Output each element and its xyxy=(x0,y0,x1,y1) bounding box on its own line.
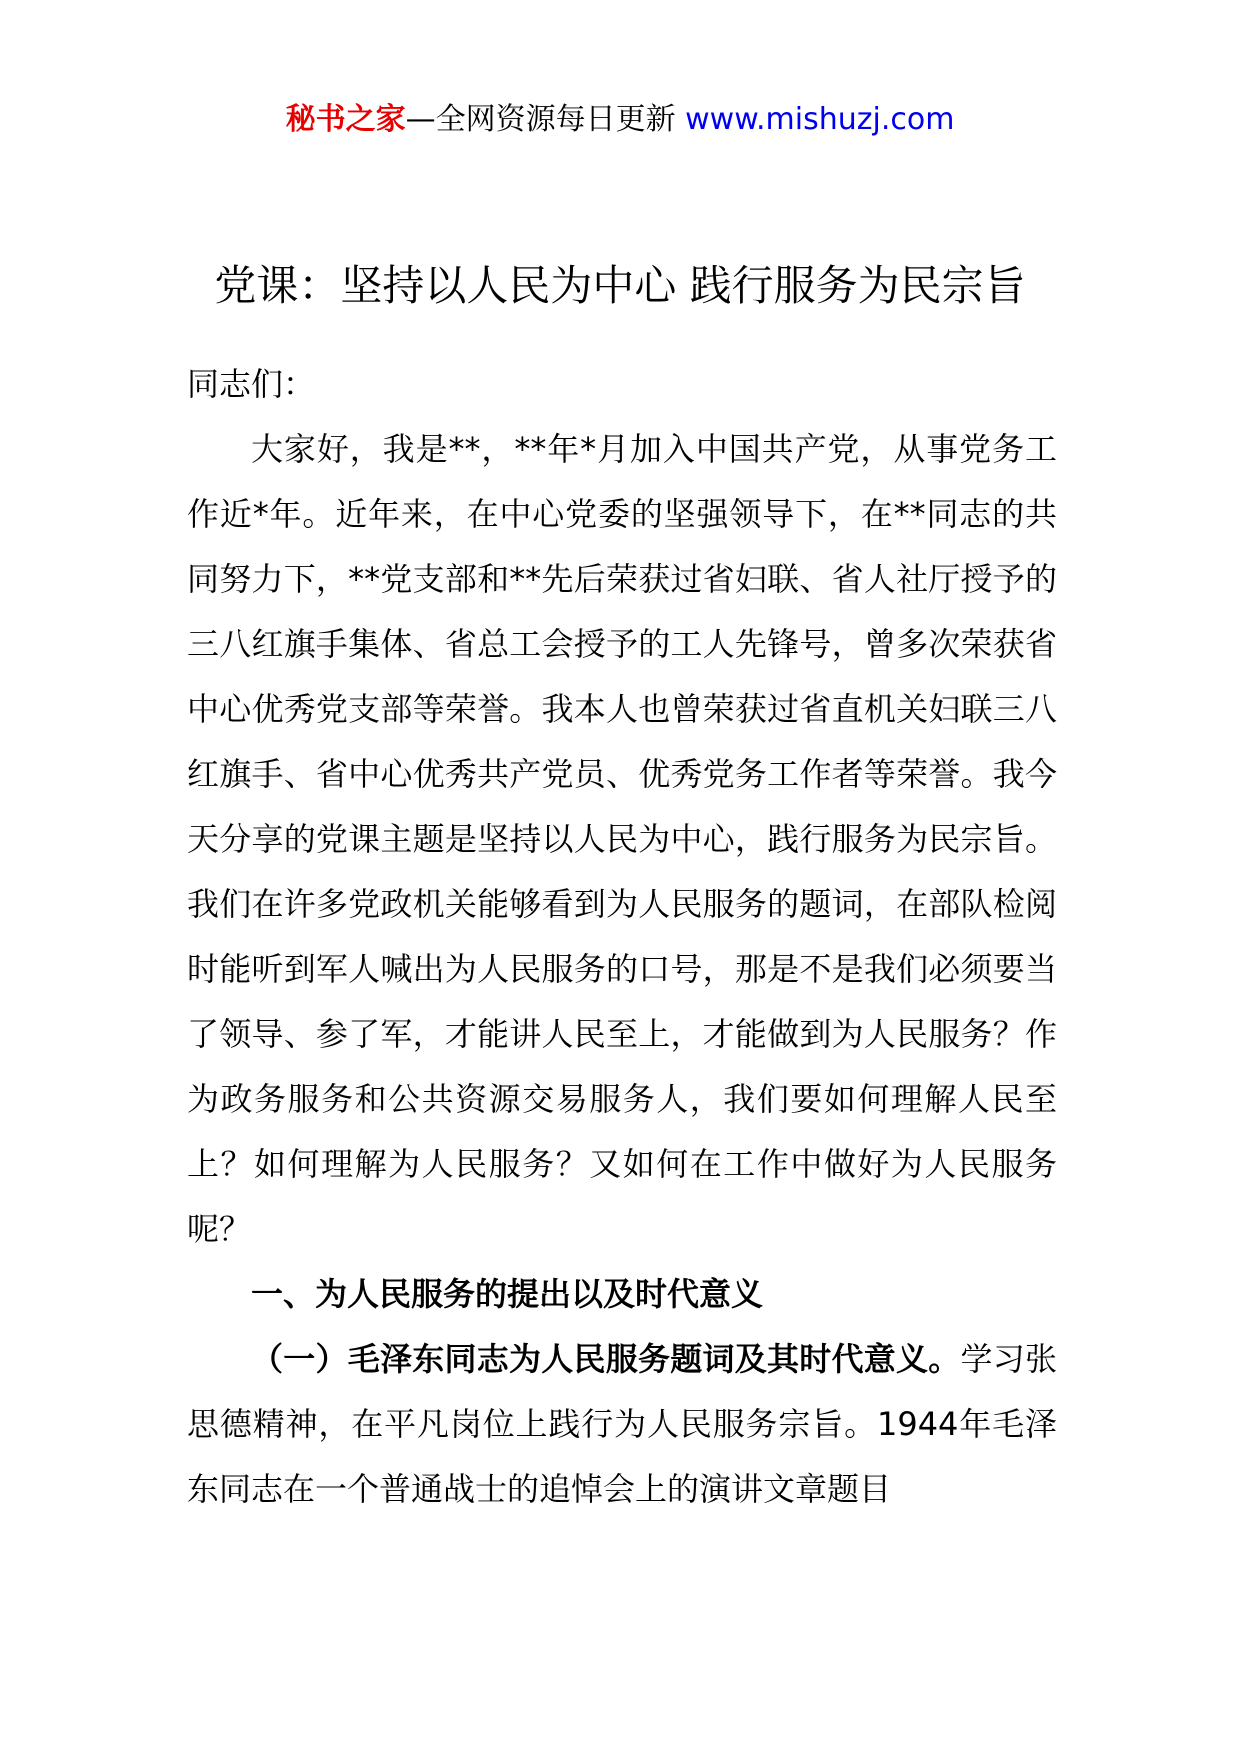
subsection-heading: （一）毛泽东同志为人民服务题词及其时代意义。 xyxy=(251,1340,961,1378)
brand-name: 秘书之家 xyxy=(285,102,406,137)
document-body xyxy=(187,352,1057,1522)
subsection-paragraph xyxy=(187,1327,1057,1522)
document-title: 党课：坚持以人民为中心 践行服务为民宗旨 xyxy=(214,261,1026,310)
site-url-link[interactable]: www.mishuzj.com xyxy=(685,102,955,137)
salutation: 同志们： xyxy=(187,365,316,403)
site-header xyxy=(0,100,1240,140)
header-slogan: —全网资源每日更新 xyxy=(405,102,686,137)
paragraph-intro: 大家好，我是**，**年*月加入中国共产党，从事党务工作近*年。近年来，在中心党委的坚强领导下，在**同志的共同努力下，**党支部和**先后荣获过省妇联、省人社厅授予的三八红旗手集体、省总工会授予的工人先锋号，曾多次荣获省中心优秀党支部等荣誉。我本人也曾荣获过省直机关妇联三八红旗手、省中心优秀共产党员、优秀党务工作者等荣誉。我今天分享的党课主题是坚持以人民为中心，践行服务为民宗旨。我们在许多党政机关能够看到为人民服务的题词，在部队检阅时能听到军人喊出为人民服务的口号，那是不是我们必须要当了领导、参了军，才能讲人民至上，才能做到为人民服务？作为政务服务和公共资源交易服务人，我们要如何理解人民至上？如何理解为人民服务？又如何在工作中做好为人民服务呢？ xyxy=(187,430,1057,1248)
subsection-text: 学习张思德精神，在平凡岗位上践行为人民服务宗旨。1944年毛泽东同志在一个普通战士的追悼会上的演讲文章题目 xyxy=(187,1340,1057,1508)
section-heading: 一、为人民服务的提出以及时代意义 xyxy=(251,1275,764,1313)
